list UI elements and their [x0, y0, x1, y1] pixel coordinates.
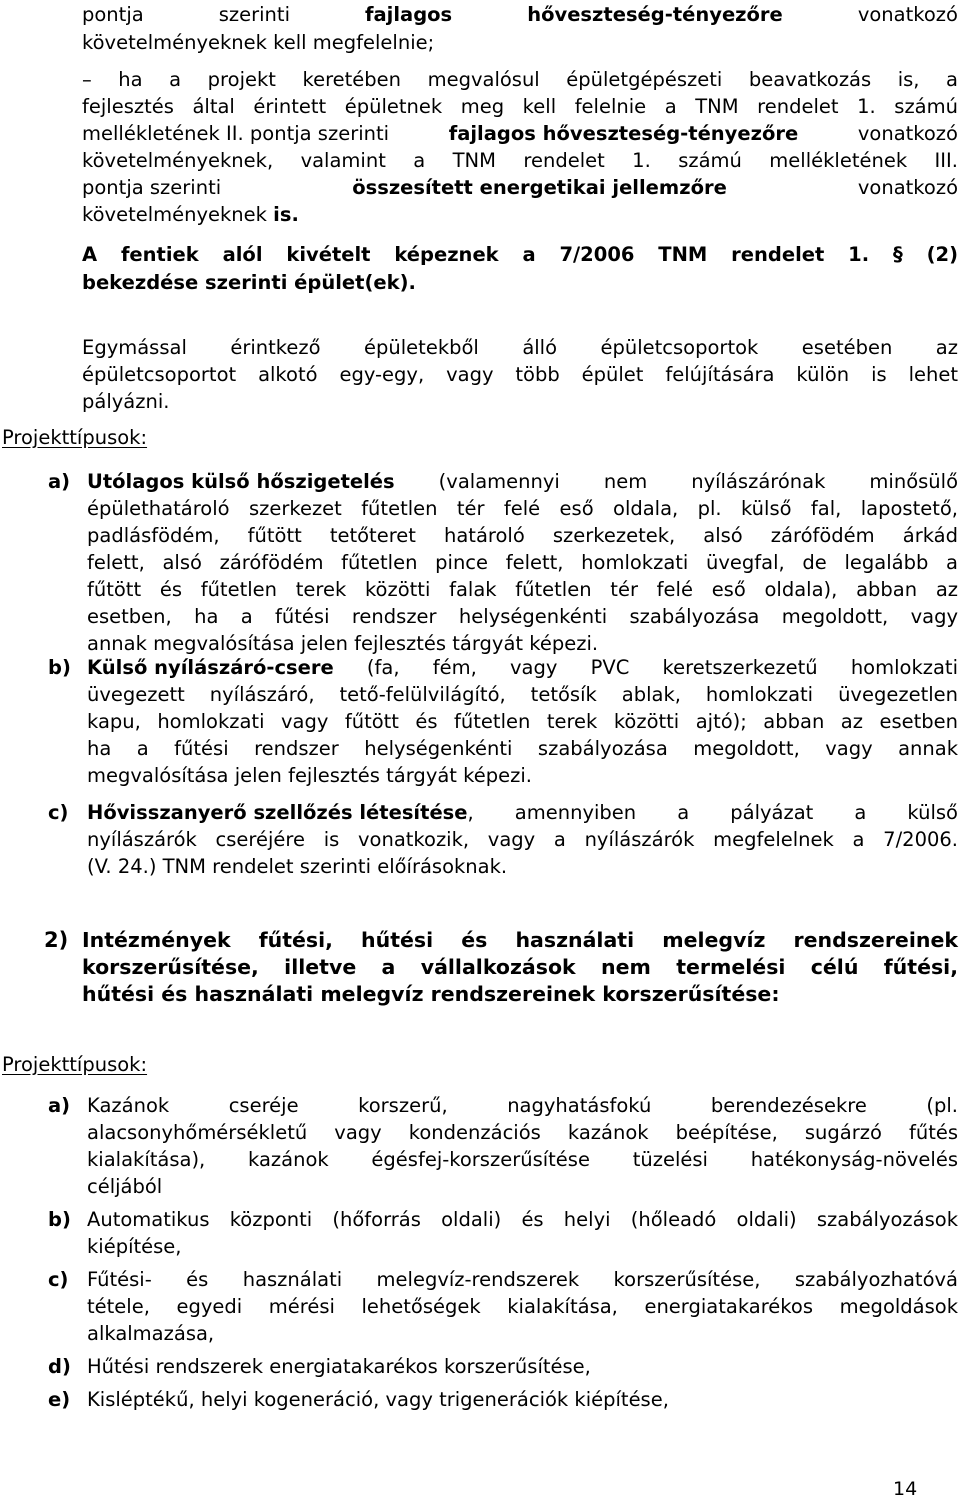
list2-item-label: a): [48, 1094, 71, 1117]
list1-item-line: fűtött és fűtetlen terek közötti falak fűtetlen tér felé eső oldala), abban az: [87, 578, 958, 601]
p1-word: szerinti: [218, 3, 290, 26]
list1-item-line: felett, alsó zárófödém fűtetlen pince felett, homlokzati üvegfal, de legalább a: [87, 551, 958, 574]
p1-line-2: követelményeknek kell megfelelnie;: [82, 31, 435, 54]
list1-item-text: (fa, fém, vagy PVC keretszerkezetű homlokzati: [333, 656, 958, 679]
list1-item-line: esetben, ha a fűtési rendszer helységenkénti szabályozása megoldott, vagy: [87, 605, 958, 628]
list2-item-line: tétele, egyedi mérési lehetőségek kialakítása, energiatakarékos megoldások: [87, 1295, 958, 1318]
list2-item-line: alkalmazása,: [87, 1322, 215, 1345]
list2-item-line: céljából: [87, 1175, 163, 1198]
list2-item-label: d): [48, 1355, 71, 1378]
list1-item-line: épülethatároló szerkezet fűtetlen tér felé eső oldala, pl. külső fal, lapostető,: [87, 497, 958, 520]
list2-item-line: Fűtési- és használati melegvíz-rendszerek korszerűsítése, szabályozhatóvá: [87, 1268, 958, 1291]
list1-item-bold: Utólagos külső hőszigetelés: [87, 470, 395, 493]
p1-bold-word: fajlagos: [365, 3, 453, 26]
p2-text: vonatkozó: [857, 122, 958, 145]
p2-text: követelményeknek: [82, 203, 274, 226]
section-heading-project-types-2: Projekttípusok:: [2, 1053, 148, 1076]
list1-item-line: padlásfödém, fűtött tetőteret határoló szerkezetek, alsó zárófödém árkád: [87, 524, 958, 547]
p2-bold-text: is.: [273, 203, 299, 226]
p2-line-6: [82, 202, 299, 228]
p3-line-2: épületcsoportot alkotó egy-egy, vagy több épület felújítására külön is lehet: [82, 363, 958, 386]
list2-item-line: Hűtési rendszerek energiatakarékos korszerűsítése,: [87, 1355, 591, 1378]
section-2-title-line-3: hűtési és használati melegvíz rendszereinek korszerűsítése:: [82, 982, 780, 1006]
list1-item-label: b): [48, 656, 71, 679]
list1-item-line: ha a fűtési rendszer helységenkénti szabályozása megoldott, vagy annak: [87, 737, 958, 760]
list2-item-line: Automatikus központi (hőforrás oldali) és helyi (hőleadó oldali) szabályozások: [87, 1208, 958, 1231]
list2-item-label: e): [48, 1388, 71, 1411]
list1-item-label: a): [48, 470, 71, 493]
list1-item-line: [87, 655, 958, 681]
p2-line-2: fejlesztés által érintett épületnek meg kell felelnie a TNM rendelet 1. számú: [82, 95, 958, 118]
list1-item-text: (valamennyi nem nyílászárónak minősülő: [394, 470, 958, 493]
list2-item-line: Kazánok cseréje korszerű, nagyhatásfokú berendezésekre (pl.: [87, 1094, 958, 1117]
list1-item-line: üvegezett nyílászáró, tető-felülvilágító, tetősík ablak, homlokzati üvegezetlen: [87, 683, 958, 706]
p2-line-3: [82, 121, 958, 147]
p3-line-3: pályázni.: [82, 390, 170, 413]
list1-item-line: [87, 800, 958, 826]
p2-line-1: – ha a projekt keretében megvalósul épületgépészeti beavatkozás is, a: [82, 68, 958, 91]
list1-item-line: kapu, homlokzati vagy fűtött és fűtetlen terek közötti ajtó); abban az esetben: [87, 710, 958, 733]
list2-item-line: alacsonyhőmérsékletű vagy kondenzációs kazánok beépítése, sugárzó fűtés: [87, 1121, 958, 1144]
section-2-title-line-2: korszerűsítése, illetve a vállalkozások nem termelési célú fűtési,: [82, 955, 958, 979]
list1-item-bold: Hővisszanyerő szellőzés létesítése: [87, 801, 468, 824]
p2-line-5: [82, 175, 958, 201]
exception-line-2: bekezdése szerinti épület(ek).: [82, 271, 416, 294]
p1-word: vonatkozó: [857, 3, 958, 26]
list2-item-label: c): [48, 1268, 69, 1291]
p2-text: pontja szerinti: [82, 176, 222, 199]
p2-bold-text: fajlagos hőveszteség-tényezőre: [448, 122, 799, 145]
list2-item-line: kiépítése,: [87, 1235, 182, 1258]
section-2-number: 2): [44, 928, 69, 952]
p1-bold-word: hőveszteség-tényezőre: [527, 3, 783, 26]
p2-text: vonatkozó: [857, 176, 958, 199]
p2-text: mellékletének II. pontja szerinti: [82, 122, 390, 145]
list2-item-line: kialakítása), kazánok égésfej-korszerűsítése tüzelési hatékonyság-növelés: [87, 1148, 958, 1171]
p1-line-1: [82, 2, 958, 28]
list1-item-line: annak megvalósítása jelen fejlesztés tárgyát képezi.: [87, 632, 599, 655]
list1-item-line: (V. 24.) TNM rendelet szerinti előírásoknak.: [87, 855, 508, 878]
list1-item-bold: Külső nyílászáró-csere: [87, 656, 334, 679]
p2-line-4: követelményeknek, valamint a TNM rendelet 1. számú mellékletének III.: [82, 149, 958, 172]
p1-word: pontja: [82, 3, 144, 26]
list1-item-line: nyílászárók cseréjére is vonatkozik, vagy a nyílászárók megfelelnek a 7/2006.: [87, 828, 958, 851]
list1-item-line: megvalósítása jelen fejlesztés tárgyát képezi.: [87, 764, 532, 787]
list2-item-line: Kisléptékű, helyi kogeneráció, vagy trigenerációk kiépítése,: [87, 1388, 669, 1411]
list2-item-label: b): [48, 1208, 71, 1231]
section-heading-project-types: Projekttípusok:: [2, 426, 148, 449]
page-number: 14: [893, 1478, 918, 1500]
p3-line-1: Egymással érintkező épületekből álló épületcsoportok esetében az: [82, 336, 958, 359]
list1-item-label: c): [48, 801, 69, 824]
section-2-title-line-1: Intézmények fűtési, hűtési és használati melegvíz rendszereinek: [82, 928, 958, 952]
exception-line-1: A fentiek alól kivételt képeznek a 7/2006 TNM rendelet 1. § (2): [82, 243, 958, 266]
list1-item-text: , amennyiben a pályázat a külső: [467, 801, 958, 824]
list1-item-line: [87, 469, 958, 495]
p2-bold-text: összesített energetikai jellemzőre: [352, 176, 727, 199]
